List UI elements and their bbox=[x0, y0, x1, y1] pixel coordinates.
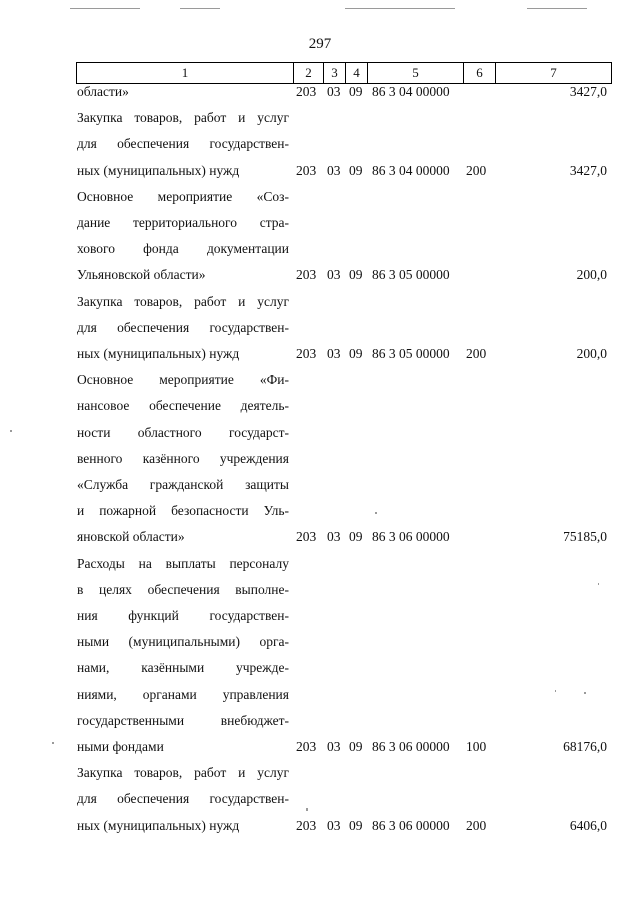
cell-col-3: 03 bbox=[327, 346, 341, 361]
cell-col-2: 203 bbox=[296, 529, 317, 545]
table-row-line bbox=[0, 134, 640, 154]
cell-col-4: 09 bbox=[349, 817, 363, 833]
cell-col-6: 100 bbox=[466, 739, 487, 754]
cell-col-5: 86 3 04 00000 bbox=[372, 162, 450, 178]
header-col-6: 6 bbox=[463, 63, 495, 83]
table-row-line bbox=[0, 711, 640, 731]
table-row-line bbox=[0, 527, 640, 547]
table-row-line bbox=[0, 658, 640, 678]
cell-col-2: 203 bbox=[296, 162, 317, 178]
scan-speck bbox=[345, 8, 455, 9]
cell-col-7: 200,0 bbox=[576, 346, 607, 361]
table-row-line bbox=[0, 763, 640, 783]
table-row-line bbox=[0, 213, 640, 233]
row-description-line: Ульяновской области» bbox=[77, 267, 206, 283]
table-row-line bbox=[0, 816, 640, 836]
table-row-line bbox=[0, 423, 640, 443]
cell-col-3: 03 bbox=[327, 84, 341, 99]
cell-col-7: 68176,0 bbox=[563, 739, 607, 754]
table-row-line bbox=[0, 449, 640, 469]
table-row-line bbox=[0, 370, 640, 390]
row-description-line: ными (муниципальными) орга- bbox=[77, 634, 289, 650]
table-row-line bbox=[0, 632, 640, 652]
scan-speck bbox=[584, 692, 586, 694]
cell-col-4: 09 bbox=[349, 267, 363, 283]
scan-speck bbox=[10, 430, 12, 432]
cell-col-4: 09 bbox=[349, 346, 363, 361]
table-row-line bbox=[0, 475, 640, 495]
cell-col-3: 03 bbox=[327, 267, 341, 283]
scan-speck bbox=[527, 8, 587, 9]
cell-col-3: 03 bbox=[327, 529, 341, 545]
table-row-line bbox=[0, 318, 640, 338]
cell-col-2: 203 bbox=[296, 739, 317, 754]
row-description-line: и пожарной безопасности Уль- bbox=[77, 503, 289, 519]
row-description-line: «Служба гражданской защиты bbox=[77, 477, 289, 492]
row-description-line: ными фондами bbox=[77, 739, 164, 754]
row-description-line: венного казённого учреждения bbox=[77, 450, 289, 466]
header-col-2: 2 bbox=[293, 63, 323, 83]
cell-col-2: 203 bbox=[296, 267, 317, 283]
table-row-line bbox=[0, 789, 640, 809]
row-description-line: в целях обеспечения выполне- bbox=[77, 581, 289, 597]
cell-col-7: 3427,0 bbox=[569, 84, 607, 99]
cell-col-5: 86 3 05 00000 bbox=[372, 346, 450, 361]
cell-col-6: 200 bbox=[466, 817, 487, 833]
row-description-line: для обеспечения государствен- bbox=[77, 319, 289, 335]
table-row-line bbox=[0, 344, 640, 364]
row-description-line: Закупка товаров, работ и услуг bbox=[77, 110, 289, 126]
table-row-line bbox=[0, 685, 640, 705]
table-row-line bbox=[0, 108, 640, 128]
table-header bbox=[76, 62, 612, 84]
cell-col-7: 6406,0 bbox=[569, 817, 607, 833]
scan-speck bbox=[180, 8, 220, 9]
cell-col-2: 203 bbox=[296, 346, 317, 361]
table-row-line bbox=[0, 606, 640, 626]
table-row-line bbox=[0, 161, 640, 181]
cell-col-3: 03 bbox=[327, 817, 341, 833]
table-row-line bbox=[0, 82, 640, 102]
scan-speck bbox=[52, 742, 54, 744]
row-description-line: нансовое обеспечение деятель- bbox=[77, 398, 289, 414]
row-description-line: хового фонда документации bbox=[77, 241, 289, 257]
row-description-line: ных (муниципальных) нужд bbox=[77, 817, 240, 833]
table-row-line bbox=[0, 265, 640, 285]
row-description-line: Расходы на выплаты персоналу bbox=[77, 555, 289, 571]
cell-col-3: 03 bbox=[327, 739, 341, 754]
header-col-3: 3 bbox=[323, 63, 345, 83]
cell-col-2: 203 bbox=[296, 84, 317, 99]
row-description-line: для обеспечения государствен- bbox=[77, 791, 289, 807]
row-description-line: Закупка товаров, работ и услуг bbox=[77, 293, 289, 309]
table-row-line bbox=[0, 501, 640, 521]
row-description-line: для обеспечения государствен- bbox=[77, 136, 289, 152]
row-description-line: области» bbox=[77, 84, 129, 99]
cell-col-2: 203 bbox=[296, 817, 317, 833]
header-col-1: 1 bbox=[181, 65, 189, 80]
header-col-4: 4 bbox=[345, 63, 367, 83]
scan-speck bbox=[555, 690, 556, 692]
row-description-line: Основное мероприятие «Соз- bbox=[77, 188, 289, 204]
row-description-line: нами, казёнными учрежде- bbox=[77, 660, 289, 676]
row-description-line: государственными внебюджет- bbox=[77, 712, 289, 728]
row-description-line: ных (муниципальных) нужд bbox=[77, 346, 240, 361]
page-number: 297 bbox=[308, 36, 332, 52]
row-description-line: Закупка товаров, работ и услуг bbox=[77, 765, 289, 781]
cell-col-4: 09 bbox=[349, 84, 363, 99]
cell-col-5: 86 3 06 00000 bbox=[372, 817, 450, 833]
cell-col-4: 09 bbox=[349, 529, 363, 545]
cell-col-5: 86 3 05 00000 bbox=[372, 267, 450, 283]
table-row-line bbox=[0, 292, 640, 312]
table-row-line bbox=[0, 737, 640, 757]
row-description-line: ности областного государст- bbox=[77, 424, 289, 440]
table-row-line bbox=[0, 554, 640, 574]
row-description-line: ния функций государствен- bbox=[77, 608, 289, 623]
cell-col-5: 86 3 06 00000 bbox=[372, 529, 450, 545]
cell-col-5: 86 3 04 00000 bbox=[372, 84, 450, 99]
row-description-line: Основное мероприятие «Фи- bbox=[77, 372, 289, 388]
cell-col-7: 75185,0 bbox=[563, 529, 607, 545]
scan-speck bbox=[306, 808, 308, 811]
header-col-7: 7 bbox=[495, 63, 611, 83]
scan-speck bbox=[70, 8, 140, 9]
row-description-line: яновской области» bbox=[77, 529, 185, 545]
cell-col-5: 86 3 06 00000 bbox=[372, 739, 450, 754]
header-col-5: 5 bbox=[367, 63, 463, 83]
row-description-line: ниями, органами управления bbox=[77, 686, 289, 702]
cell-col-3: 03 bbox=[327, 162, 341, 178]
row-description-line: дание территориального стра- bbox=[77, 215, 289, 230]
cell-col-6: 200 bbox=[466, 162, 487, 178]
table-row-line bbox=[0, 396, 640, 416]
table-row-line bbox=[0, 580, 640, 600]
cell-col-7: 200,0 bbox=[576, 267, 607, 283]
cell-col-4: 09 bbox=[349, 162, 363, 178]
row-description-line: ных (муниципальных) нужд bbox=[77, 162, 240, 178]
cell-col-4: 09 bbox=[349, 739, 363, 754]
cell-col-7: 3427,0 bbox=[569, 162, 607, 178]
table-row-line bbox=[0, 239, 640, 259]
scan-speck bbox=[598, 583, 599, 585]
scan-speck bbox=[375, 512, 377, 514]
cell-col-6: 200 bbox=[466, 346, 487, 361]
table-row-line bbox=[0, 187, 640, 207]
